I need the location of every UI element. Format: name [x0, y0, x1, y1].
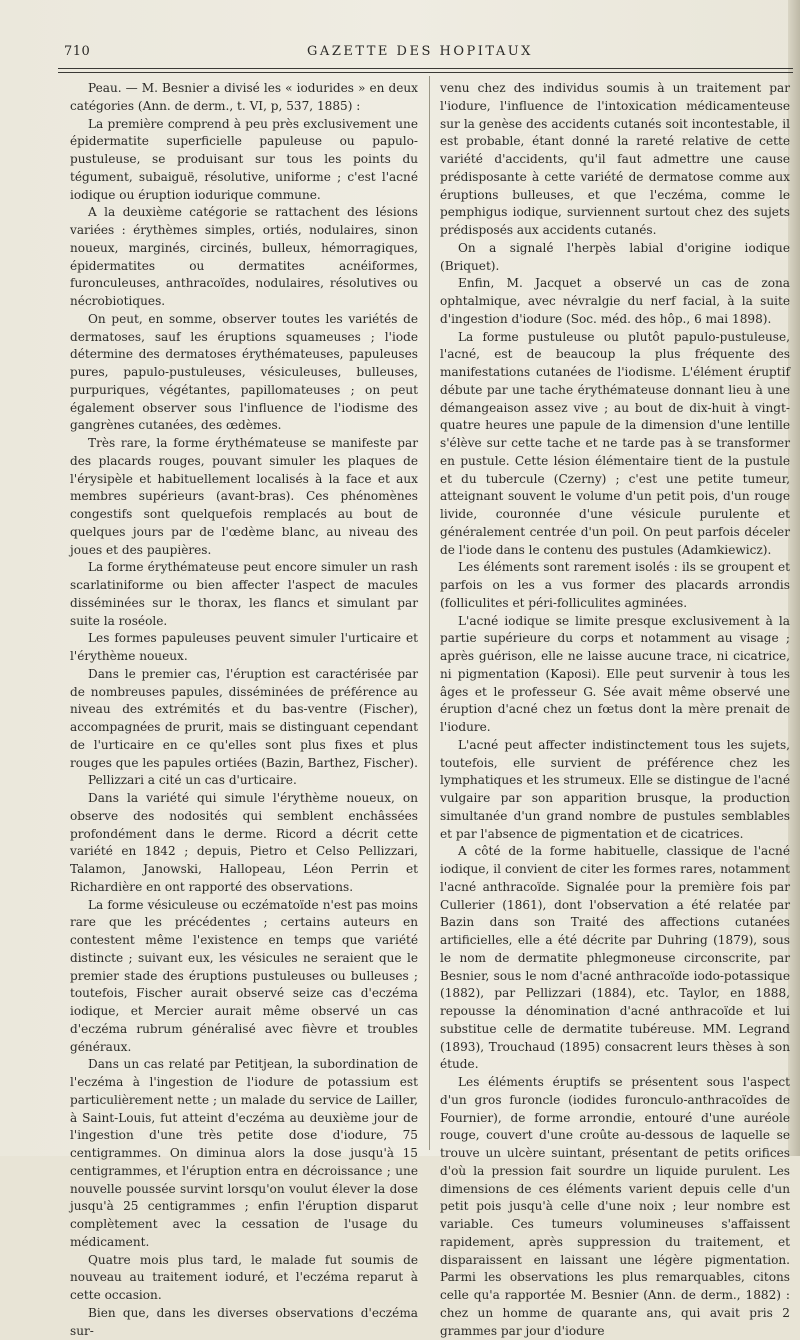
paragraph: La première comprend à peu près exclusivement une épidermatite superficielle papuleuse ou papulo-pustuleuse, se produisant sur tous les points du tégument, subaiguë, résolutive, uniforme ; c'est l'acné iodique ou éruption iodurique commune.: [70, 116, 418, 202]
header-rule-double: [58, 72, 793, 73]
paragraph: Très rare, la forme érythémateuse se manifeste par des placards rouges, pouvant simuler les plaques de l'érysipèle et habituellement localisés à la face et aux membres supérieurs (avant-bras). Ces phénomènes congestifs sont quelquefois remplacés au bout de quelques jours par de l'œdème blanc, au niveau des joues et des paupières.: [70, 436, 418, 557]
paragraph: La forme érythémateuse peut encore simuler un rash scarlatiniforme ou bien affecter l'aspect de macules disséminées sur le thorax, les flancs et simulant par suite la roséole.: [70, 560, 418, 628]
right-column: [440, 80, 790, 1340]
running-head: GAZETTE DES HOPITAUX: [307, 44, 533, 59]
paragraph: Dans un cas relaté par Petitjean, la subordination de l'eczéma à l'ingestion de l'iodure de potassium est particulièrement nette ; un malade du service de Lailler, à Saint-Louis, fut atteint d'eczéma au deuxième jour de l'ingestion d'une très petite dose d'iodure, 75 centigrammes. On diminua alors la dose jusqu'à 15 centigrammes, et l'éruption entra en décroissance ; une nouvelle poussée survint lorsqu'on voulut élever la dose jusqu'à 25 centigrammes ; enfin l'éruption disparut complètement avec la cessation de l'usage du médicament.: [70, 1057, 418, 1249]
paragraph: Dans le premier cas, l'éruption est caractérisée par de nombreuses papules, disséminées de préférence au niveau des extrémités et du bas-ventre (Fischer), accompagnées de prurit, mais se distinguant cependant de l'urticaire en ce qu'elles sont plus fixes et plus rouges que les papules ortiées (Bazin, Barthez, Fischer).: [70, 666, 418, 770]
paragraph: A côté de la forme habituelle, classique de l'acné iodique, il convient de citer les formes rares, notamment l'acné anthracoïde. Signalée pour la première fois par Cullerier (1861), dont l'observation a été relatée par Bazin dans son Traité des affections cutanées artificielles, elle a été décrite par Duhring (1879), sous le nom de dermatite phlegmoneuse circonscrite, par Besnier, sous le nom d'acné anthracoïde iodo-potassique (1882), par Pellizzari (1884), etc. Taylor, en 1888, repousse la dénomination d'acné anthracoïde et lui substitue celle de dermatite tubéreuse. MM. Legrand (1893), Trouchaud (1895) consacrent leurs thèses à son étude.: [440, 844, 790, 1072]
paragraph: Les éléments éruptifs se présentent sous l'aspect d'un gros furoncle (iodides furonculo-anthracoïdes de Fournier), de forme arrondie, entouré d'une auréole rouge, couvert d'une croûte au-dessous de laquelle se trouve un ulcère suintant, présentant de petits orifices d'où la pression fait sourdre un liquide purulent. Les dimensions de ces éléments varient depuis celle d'un petit pois jusqu'à celle d'une noix ; leur nombre est variable. Ces tumeurs volumineuses s'affaissent rapidement, après suppression du traitement, et disparaissent en laissant une légère pigmentation. Parmi les observations les plus remarquables, citons celle qu'a rapportée M. Besnier (Ann. de derm., 1882) : chez un homme de quarante ans, qui avait pris 2 grammes par jour d'iodure: [440, 1075, 790, 1338]
paragraph: Dans la variété qui simule l'érythème noueux, on observe des nodosités qui semblent enchâssées profondément dans le derme. Ricord a décrit cette variété en 1842 ; depuis, Pietro et Celso Pellizzari, Talamon, Janowski, Hallopeau, Léon Perrin et Richardière en ont rapporté des observations.: [70, 791, 418, 894]
paragraph: On a signalé l'herpès labial d'origine iodique (Briquet).: [440, 240, 790, 273]
page-number: 710: [64, 44, 91, 59]
paragraph: L'acné peut affecter indistinctement tous les sujets, toutefois, elle survient de préférence chez les lymphatiques et les strumeux. Elle se distingue de l'acné vulgaire par son apparition brusque, la production simultanée d'un grand nombre de pustules semblables et par l'absence de pigmentation et de cicatrices.: [440, 737, 790, 841]
page-header: [58, 44, 782, 66]
header-rule: [58, 68, 793, 69]
paragraph: La forme pustuleuse ou plutôt papulo-pustuleuse, l'acné, est de beaucoup la plus fréquente des manifestations cutanées de l'iodisme. L'élément éruptif débute par une tache érythémateuse donnant lieu à une démangeaison assez vive ; au bout de dix-huit à vingt-quatre heures une papule de la dimension d'une lentille s'élève sur cette tache et ne tarde pas à se transformer en pustule. Cette lésion élémentaire tient de la pustule et du tubercule (Czerny) ; c'est une petite tumeur, atteignant souvent le volume d'un petit pois, d'un rouge livide, couronnée d'une vésicule purulente et généralement centrée d'un poil. On peut parfois déceler de l'iode dans le contenu des pustules (Adamkiewicz).: [440, 329, 790, 557]
paragraph-continued: venu chez des individus soumis à un traitement par l'iodure, l'influence de l'intoxication médicamenteuse sur la genèse des accidents cutanés soit incontestable, il est probable, étant donné la rareté relative de cette variété d'accidents, qu'il faut admettre une cause prédisposante à cette variété de dermatose comme aux éruptions bulleuses, et que l'eczéma, comme le pemphigus iodique, surviennent surtout chez des sujets prédisposés aux accidents cutanés.: [440, 81, 790, 237]
paragraph: On peut, en somme, observer toutes les variétés de dermatoses, sauf les éruptions squameuses ; l'iode détermine des dermatoses érythémateuses, papuleuses pures, papulo-pustuleuses, vésiculeuses, bulleuses, purpuriques, végétantes, papillomateuses ; on peut également observer sous l'influence de l'iodisme des gangrènes cutanées, des œdèmes.: [70, 311, 418, 433]
paragraph: Pellizzari a cité un cas d'urticaire.: [88, 773, 297, 788]
paragraph: Quatre mois plus tard, le malade fut soumis de nouveau au traitement ioduré, et l'eczéma reparut à cette occasion.: [70, 1252, 418, 1302]
paragraph: Peau. — M. Besnier a divisé les « iodurides » en deux catégories (Ann. de derm., t. VI, p, 537, 1885) :: [70, 81, 418, 113]
paragraph: A la deuxième catégorie se rattachent des lésions variées : érythèmes simples, ortiés, nodulaires, sinon noueux, marginés, circinés, bulleux, hémorragiques, épidermatites ou dermatites acnéiformes, furonculeuses, anthracoïdes, nodulaires, résolutives ou nécrobiotiques.: [70, 205, 418, 308]
left-column: [70, 80, 418, 1340]
paragraph: Enfin, M. Jacquet a observé un cas de zona ophtalmique, avec névralgie du nerf facial, à la suite d'ingestion d'iodure (Soc. méd. des hôp., 6 mai 1898).: [440, 276, 790, 326]
column-divider: [429, 76, 430, 1150]
paragraph: Les formes papuleuses peuvent simuler l'urticaire et l'érythème noueux.: [70, 631, 418, 663]
paragraph: La forme vésiculeuse ou eczématoïde n'est pas moins rare que les précédentes ; certains auteurs en contestent même l'existence en temps que variété distincte ; suivant eux, les vésicules ne seraient que le premier stade des éruptions pustuleuses ou bulleuses ; toutefois, Fischer aurait observé seize cas d'eczéma iodique, et Mercier aurait même observé un cas d'eczéma rubrum généralisé avec fièvre et troubles généraux.: [70, 897, 418, 1054]
paragraph: L'acné iodique se limite presque exclusivement à la partie supérieure du corps et notamment au visage ; après guérison, elle ne laisse aucune trace, ni cicatrice, ni pigmentation (Kaposi). Elle peut survenir à tous les âges et le professeur G. Sée avait même observé une éruption d'acné chez un fœtus dont la mère prenait de l'iodure.: [440, 613, 790, 734]
paragraph: Les éléments sont rarement isolés : ils se groupent et parfois on les a vus former des placards arrondis (folliculites et péri-folliculites agminées.: [440, 560, 790, 610]
paragraph: Bien que, dans les diverses observations d'eczéma sur-: [70, 1305, 418, 1338]
